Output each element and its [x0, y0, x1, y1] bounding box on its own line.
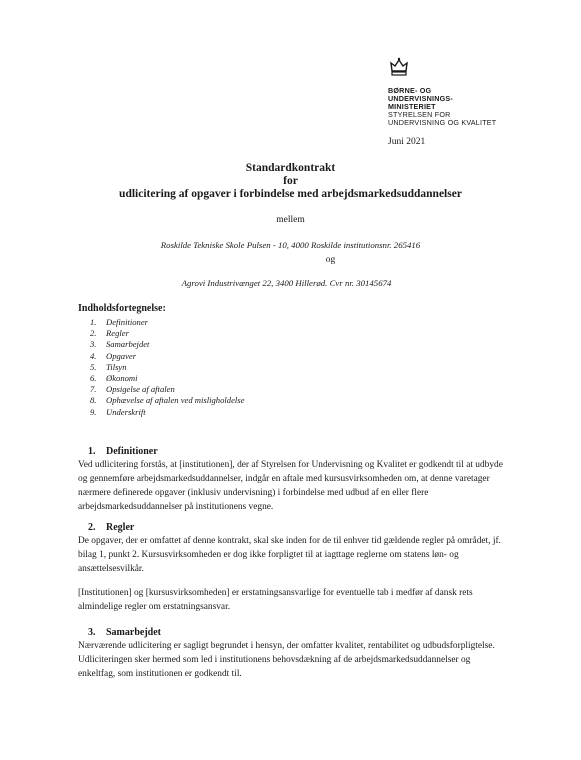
logo-line: STYRELSEN FOR — [388, 110, 451, 119]
toc-item — [90, 373, 244, 384]
toc-number: 4. — [90, 350, 97, 361]
section-text-definitioner: Ved udlicitering forstås, at [institutionen], der af Styrelsen for Undervisning og Kvalitet er godkendt til at udbyde og gennemføre arbejdsmarkedsuddannelser, indgår en aftale med kursusvirksomheden om, at denne varetager nærmere definerede opgaver (inklusiv undervisning) i forbindelse med udbud af en eller flere arbejdsmarkedsuddannelser på institutionens vegne. — [78, 460, 503, 512]
section-heading-definitioner — [88, 446, 158, 457]
section-title: Definitioner — [106, 446, 158, 457]
section-title: Samarbejdet — [106, 627, 161, 638]
party-1: Roskilde Tekniske Skole Pulsen - 10, 4000 Roskilde institutionsnr. 265416 — [160, 240, 421, 250]
logo-line: UNDERVISNINGS- — [388, 94, 453, 103]
section-number: 3. — [88, 627, 96, 638]
toc-label: Ophævelse af aftalen ved misligholdelse — [106, 395, 245, 406]
toc-label: Økonomi — [106, 372, 138, 383]
logo-line: UNDERVISNING OG KVALITET — [388, 118, 497, 127]
toc-item — [90, 395, 244, 406]
toc-item — [90, 362, 244, 373]
section-heading-samarbejdet — [88, 627, 161, 638]
toc-item — [90, 339, 244, 350]
logo-line: BØRNE- OG — [388, 86, 432, 95]
title-line-2: for — [283, 175, 298, 187]
toc-number: 8. — [90, 395, 97, 406]
section-text-regler: De opgaver, der er omfattet af denne kontrakt, skal ske inden for de til enhver tid gældende regler på området, jf. bilag 1, punkt 2. Kursusvirksomheden er dog ikke forpligtet til at iagttage reglerne om statens løn- og ansættelsesvilkår. — [78, 536, 501, 574]
toc-label: Definitioner — [106, 317, 149, 327]
section-text-samarbejdet: Nærværende udlicitering er sagligt begrundet i hensyn, der omfatter kvalitet, rentabilitet og udbudsforpligtelse. Udliciteringen sker hermed som led i institutionens behovsdækning af de arbejdsmarkedsuddannelser og enkeltfag, som institutionen er godkendt til. — [78, 641, 495, 679]
crown-icon — [388, 56, 410, 78]
toc-number: 6. — [90, 372, 97, 383]
title-line-1: Standardkontrakt — [245, 162, 336, 174]
toc-label: Samarbejdet — [106, 339, 150, 350]
toc-number: 2. — [90, 328, 97, 339]
toc-number: 9. — [90, 406, 97, 417]
toc-item — [90, 407, 244, 418]
toc-label: Opgaver — [106, 350, 137, 361]
toc-number: 7. — [90, 384, 97, 395]
toc-item — [90, 328, 244, 339]
toc-heading: Indholdsfortegnelse: — [78, 303, 166, 314]
and-text: og — [325, 255, 336, 265]
toc-number: 5. — [90, 361, 97, 372]
toc-label: Tilsyn — [106, 361, 127, 372]
section-number: 1. — [88, 446, 96, 457]
toc-item — [90, 351, 244, 362]
section-title: Regler — [106, 522, 135, 533]
logo-line: MINISTERIET — [388, 102, 436, 111]
between-text: mellem — [276, 215, 305, 225]
section-heading-regler — [88, 522, 134, 533]
toc-item — [90, 317, 244, 328]
title-line-3: udlicitering af opgaver i forbindelse med arbejdsmarkedsuddannelser — [119, 188, 462, 200]
party-2: Agrovi Industrivænget 22, 3400 Hillerød. Cvr nr. 30145674 — [181, 278, 392, 288]
toc-label: Regler — [106, 328, 129, 339]
toc-label: Underskrift — [106, 406, 146, 417]
document-date: Juni 2021 — [388, 137, 426, 147]
section-number: 2. — [88, 522, 96, 533]
section-text-regler-2: [Institutionen] og [kursusvirksomheden] er erstatningsansvarlige for eventuelle tab i medfør af dansk rets almindelige regler om erstatningsansvar. — [78, 588, 473, 612]
toc-label: Opsigelse af aftalen — [106, 384, 175, 395]
table-of-contents — [90, 317, 244, 418]
toc-number: 3. — [90, 339, 97, 350]
ministry-logo — [388, 56, 528, 127]
toc-number: 1. — [90, 317, 97, 327]
toc-item — [90, 384, 244, 395]
